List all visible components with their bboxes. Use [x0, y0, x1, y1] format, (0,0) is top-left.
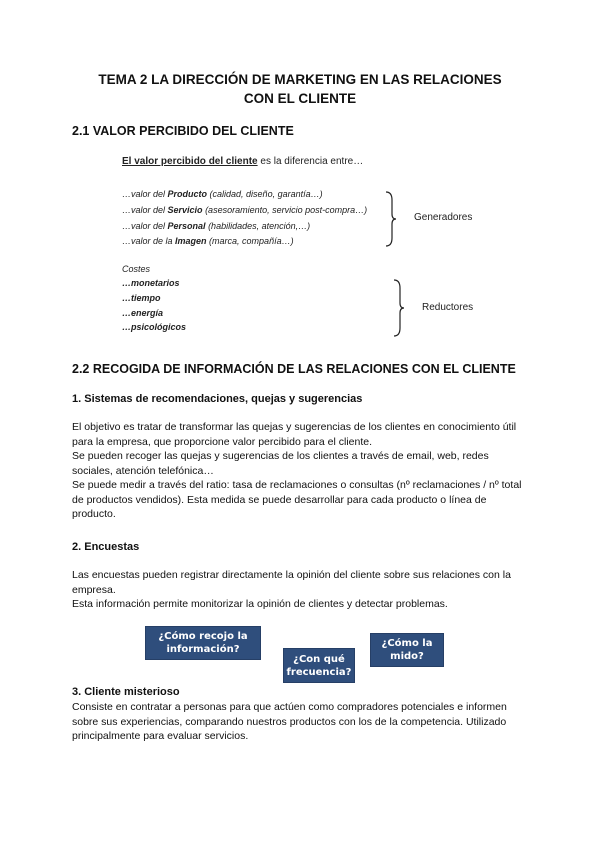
coste-item: …energía [122, 308, 164, 318]
subsection-2-body [72, 568, 532, 612]
generador-item: …valor de la Imagen (marca, compañía…) [122, 236, 294, 246]
section-2-heading: 2.2 RECOGIDA DE INFORMACIÓN DE LAS RELACIONES CON EL CLIENTE [72, 362, 516, 376]
paragraph: Se puede medir a través del ratio: tasa de reclamaciones o consultas (nº reclamaciones / nº total de productos vendidos). Esta medida se puede desarrollar para cada producto o línea de producto. [72, 479, 522, 520]
question-box-frecuencia: ¿Con qué frecuencia? [283, 648, 355, 683]
document-title [60, 70, 540, 108]
title-line-2: CON EL CLIENTE [243, 91, 357, 106]
paragraph: Esta información permite monitorizar la opinión de clientes y detectar problemas. [72, 598, 448, 610]
generador-item: …valor del Producto (calidad, diseño, garantía…) [122, 189, 323, 199]
generadores-brace [384, 190, 398, 248]
reductores-brace [392, 278, 406, 338]
section-1-heading: 2.1 VALOR PERCIBIDO DEL CLIENTE [72, 124, 294, 138]
subsection-1-heading: 1. Sistemas de recomendaciones, quejas y sugerencias [72, 393, 363, 405]
paragraph: Se pueden recoger las quejas y sugerencias de los clientes a través de email, web, redes sociales, atención telefónica… [72, 450, 489, 477]
generador-item: …valor del Servicio (asesoramiento, servicio post-compra…) [122, 205, 368, 215]
figure-intro-bold: El valor percibido del cliente [122, 156, 258, 167]
paragraph: Consiste en contratar a personas para que actúen como compradores potenciales e informen sobre sus experiencias, comparando nuestros productos con los de la competencia. Utilizado principalmente para evaluar servicios. [72, 701, 507, 742]
coste-item: …monetarios [122, 278, 180, 288]
coste-item: …tiempo [122, 293, 161, 303]
generadores-label: Generadores [414, 212, 473, 223]
reductores-label: Reductores [422, 302, 474, 313]
valor-percibido-figure [122, 156, 502, 341]
question-box-como-mido: ¿Cómo la mido? [370, 633, 444, 667]
title-line-1: TEMA 2 LA DIRECCIÓN DE MARKETING EN LAS RELACIONES [98, 72, 502, 87]
generador-item: …valor del Personal (habilidades, atención,…) [122, 221, 311, 231]
figure-intro-rest: es la diferencia entre… [257, 156, 364, 167]
subsection-3-body [72, 700, 532, 744]
subsection-1-body [72, 420, 532, 522]
figure-intro [122, 156, 363, 167]
costes-label: Costes [122, 264, 151, 274]
question-box-como-recojo: ¿Cómo recojo la información? [145, 626, 261, 660]
subsection-3-heading: 3. Cliente misterioso [72, 686, 180, 698]
subsection-2-heading: 2. Encuestas [72, 541, 140, 553]
paragraph: Las encuestas pueden registrar directamente la opinión del cliente sobre sus relaciones con la empresa. [72, 569, 511, 596]
paragraph: El objetivo es tratar de transformar las quejas y sugerencias de los clientes en conocimiento útil para la empresa, que proporcione valor percibido para el cliente. [72, 421, 517, 448]
coste-item: …psicológicos [122, 322, 187, 332]
